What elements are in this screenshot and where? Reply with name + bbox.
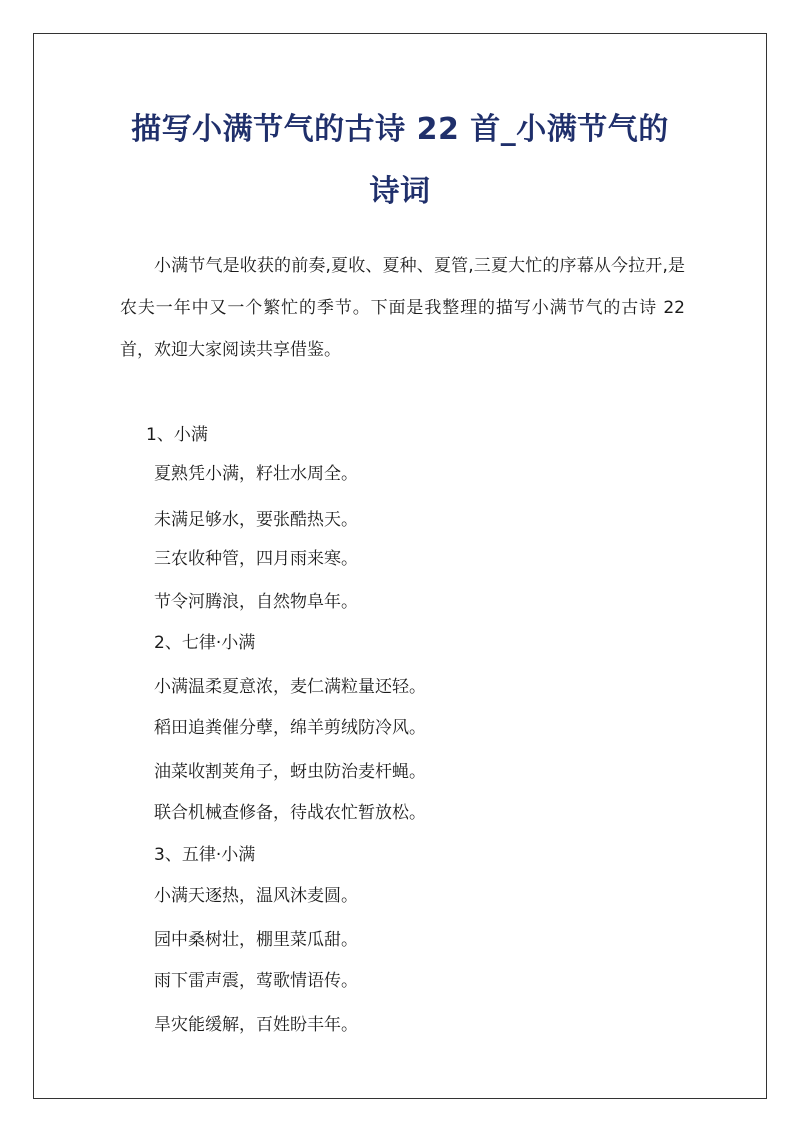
poem-line: 三农收种管，四月雨来寒。 [154, 549, 358, 569]
poem-line: 节令河腾浪，自然物阜年。 [154, 592, 358, 612]
poem-heading-2: 2、七律·小满 [154, 633, 256, 653]
poem-heading-1: 1、小满 [146, 425, 208, 445]
poem-heading-3: 3、五律·小满 [154, 845, 256, 865]
poem-line: 联合机械查修备，待战农忙暂放松。 [154, 803, 426, 823]
document-title-line-1: 描写小满节气的古诗 22 首_小满节气的 [131, 112, 669, 147]
poem-line: 油菜收割荚角子，蚜虫防治麦杆蝇。 [154, 762, 426, 782]
intro-paragraph: 小满节气是收获的前奏,夏收、夏种、夏管,三夏大忙的序幕从今拉开,是农夫一年中又一个繁忙的季节。下面是我整理的描写小满节气的古诗 22 首，欢迎大家阅读共享借鉴。 [120, 256, 685, 360]
poem-line: 稻田追粪催分孽，绵羊剪绒防冷风。 [154, 718, 426, 738]
poem-line: 园中桑树壮，棚里菜瓜甜。 [154, 930, 358, 950]
poem-line: 夏熟凭小满，籽壮水周全。 [154, 464, 358, 484]
document-title-line-2: 诗词 [369, 174, 431, 209]
poem-line: 未满足够水，要张酷热天。 [154, 510, 358, 530]
poem-line: 小满天逐热，温风沐麦圆。 [154, 886, 358, 906]
poem-line: 旱灾能缓解，百姓盼丰年。 [154, 1015, 358, 1035]
poem-line: 雨下雷声震，莺歌情语传。 [154, 971, 358, 991]
poem-line: 小满温柔夏意浓，麦仁满粒量还轻。 [154, 677, 426, 697]
